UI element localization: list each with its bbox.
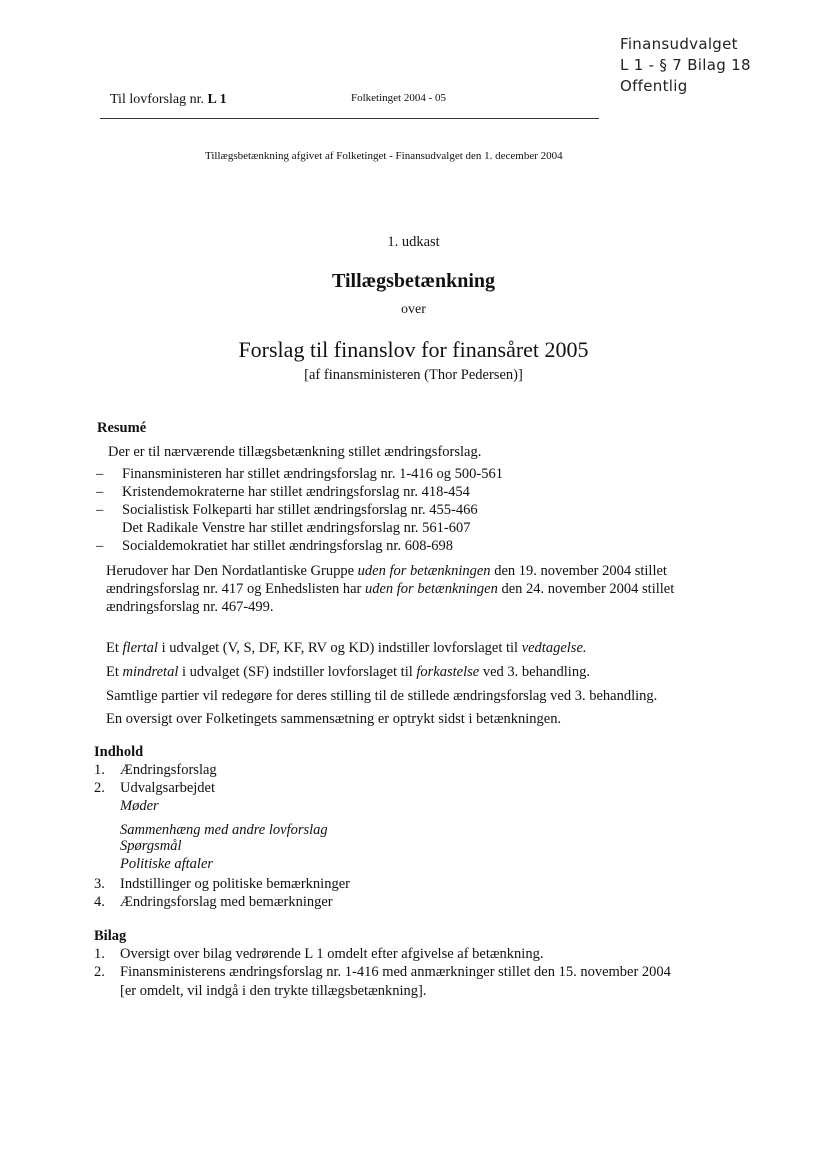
list-item: Socialistisk Folkeparti har stillet ændringsforslag nr. 455-466 bbox=[122, 502, 478, 518]
list-item: Finansministeren har stillet ændringsforslag nr. 1-416 og 500-561 bbox=[122, 466, 503, 482]
text-run-italic: flertal bbox=[122, 640, 158, 656]
contents-subitem: Politiske aftaler bbox=[120, 856, 214, 872]
text-run: i udvalget (SF) indstiller lovforslaget til bbox=[178, 664, 417, 680]
contents-number: 1. bbox=[94, 762, 105, 778]
contents-item: Ændringsforslag bbox=[120, 762, 217, 778]
contents-item: Ændringsforslag med bemærkninger bbox=[120, 894, 333, 910]
bill-title: Forslag til finanslov for finansåret 2005 bbox=[238, 337, 589, 362]
bilag-item: Oversigt over bilag vedrørende L 1 omdelt efter afgivelse af betænkning. bbox=[120, 946, 544, 962]
text-run: ændringsforslag nr. 417 og Enhedslisten har bbox=[106, 581, 365, 597]
resume-paragraph-line bbox=[106, 581, 674, 598]
contents-subitem: Møder bbox=[120, 798, 159, 814]
bilag-number: 1. bbox=[94, 946, 105, 962]
contents-subitem: Sammenhæng med andre lovforslag bbox=[120, 822, 328, 838]
text-run: Et bbox=[106, 664, 123, 680]
list-item-dash: – bbox=[96, 538, 104, 554]
text-run-italic: mindretal bbox=[122, 664, 179, 680]
bilag-number: 2. bbox=[94, 964, 105, 980]
recommendation-majority bbox=[106, 640, 587, 657]
bilag-item-continuation: [er omdelt, vil indgå i den trykte tillægsbetænkning]. bbox=[120, 983, 427, 999]
list-item: Socialdemokratiet har stillet ændringsforslag nr. 608-698 bbox=[122, 538, 454, 554]
list-item-dash: – bbox=[96, 466, 104, 482]
recommendation-minority bbox=[106, 664, 590, 681]
lovforslag-label bbox=[110, 92, 227, 108]
resume-heading: Resumé bbox=[97, 420, 147, 436]
resume-intro: Der er til nærværende tillægsbetænkning stillet ændringsforslag. bbox=[108, 444, 482, 460]
stamp-reference: L 1 - § 7 Bilag 18 bbox=[620, 56, 751, 74]
document-subtitle: Tillægsbetænkning afgivet af Folketinget - Finansudvalget den 1. december 2004 bbox=[205, 150, 563, 162]
text-run-italic: vedtagelse. bbox=[521, 640, 587, 656]
text-run-italic: forkastelse bbox=[416, 664, 480, 680]
resume-paragraph-line: ændringsforslag nr. 467-499. bbox=[106, 599, 274, 615]
contents-item: Udvalgsarbejdet bbox=[120, 780, 216, 796]
bilag-item: Finansministerens ændringsforslag nr. 1-416 med anmærkninger stillet den 15. november 2004 bbox=[120, 964, 671, 980]
header-divider bbox=[100, 118, 599, 119]
text-run: i udvalget (V, S, DF, KF, RV og KD) indstiller lovforslaget til bbox=[157, 640, 522, 656]
bilag-heading: Bilag bbox=[94, 928, 127, 944]
contents-number: 4. bbox=[94, 894, 105, 910]
recommendation-parties: Samtlige partier vil redegøre for deres stilling til de stillede ændringsforslag ved 3. behandling. bbox=[106, 688, 658, 704]
text-run-italic: uden for betænkningen bbox=[357, 563, 491, 579]
resume-paragraph-line bbox=[106, 563, 667, 580]
text-run: Herudover har Den Nordatlantiske Gruppe bbox=[106, 563, 358, 579]
contents-number: 3. bbox=[94, 876, 105, 892]
over-label: over bbox=[401, 302, 426, 317]
page-title: Tillægsbetænkning bbox=[331, 270, 496, 292]
list-item: Det Radikale Venstre har stillet ændringsforslag nr. 561-607 bbox=[122, 520, 471, 536]
contents-subitem: Spørgsmål bbox=[120, 838, 182, 854]
lovforslag-prefix: Til lovforslag nr. bbox=[110, 92, 208, 107]
text-run: ved 3. behandling. bbox=[479, 664, 590, 680]
session-label: Folketinget 2004 - 05 bbox=[351, 92, 447, 104]
stamp-status: Offentlig bbox=[620, 77, 688, 95]
stamp-committee: Finansudvalget bbox=[620, 35, 738, 53]
list-item: Kristendemokraterne har stillet ændringsforslag nr. 418-454 bbox=[122, 484, 470, 500]
list-item-dash: – bbox=[96, 484, 104, 500]
contents-item: Indstillinger og politiske bemærkninger bbox=[120, 876, 350, 892]
bill-author: [af finansministeren (Thor Pedersen)] bbox=[304, 367, 523, 383]
contents-number: 2. bbox=[94, 780, 105, 796]
text-run: den 19. november 2004 stillet bbox=[490, 563, 667, 579]
text-run: Et bbox=[106, 640, 123, 656]
list-item-dash: – bbox=[96, 502, 104, 518]
lovforslag-number: L 1 bbox=[207, 92, 227, 107]
draft-label: 1. udkast bbox=[387, 234, 440, 250]
contents-heading: Indhold bbox=[94, 744, 144, 760]
recommendation-overview: En oversigt over Folketingets sammensætning er optrykt sidst i betænkningen. bbox=[106, 711, 562, 727]
text-run: den 24. november 2004 stillet bbox=[497, 581, 675, 597]
text-run-italic: uden for betænkningen bbox=[364, 581, 498, 597]
